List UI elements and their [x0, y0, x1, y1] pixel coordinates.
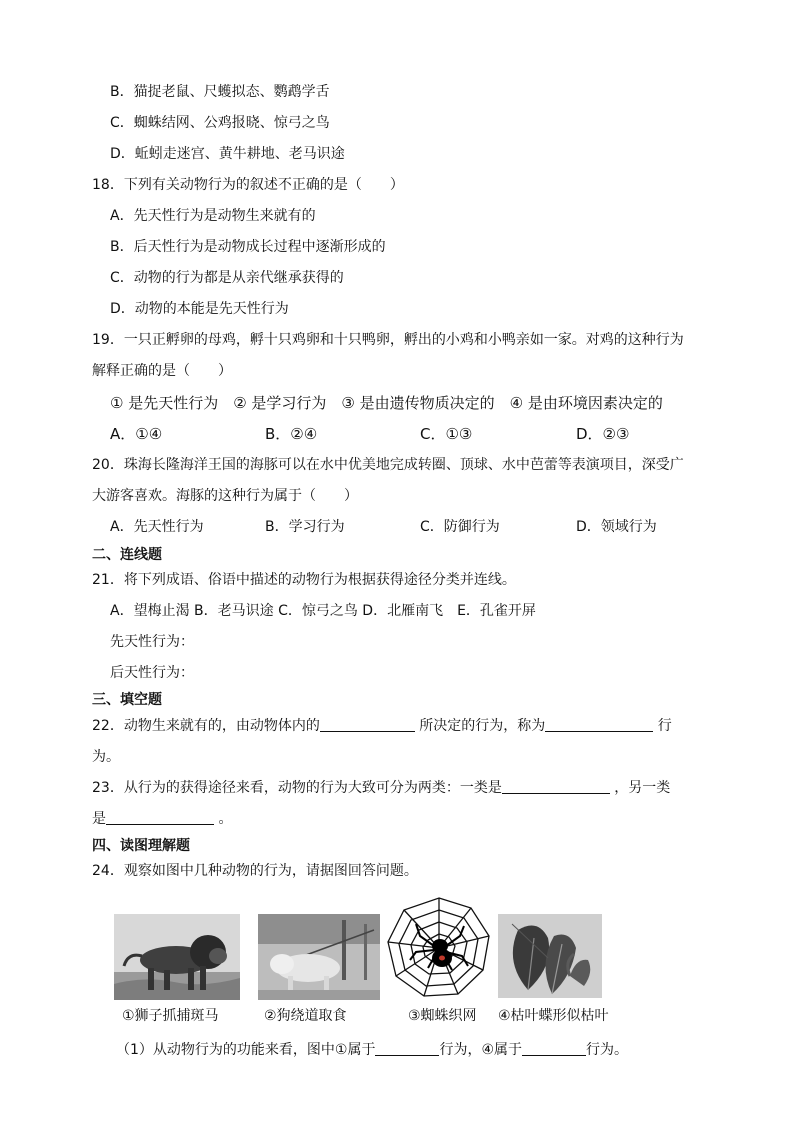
q19-option-a: A．①④ — [110, 425, 163, 443]
q24-sub1 — [116, 1040, 628, 1060]
q23-text-2: ，另一类 — [609, 780, 671, 796]
q18-option-c: C．动物的行为都是从亲代继承获得的 — [110, 270, 344, 286]
q21-stem: 21．将下列成语、俗语中描述的动物行为根据获得途径分类并连线。 — [92, 572, 516, 588]
q19-option-c: C．①③ — [420, 425, 473, 443]
q22-blank-2[interactable] — [545, 717, 653, 732]
q21-learned-label: 后天性行为： — [110, 665, 194, 681]
q22-line2: 为。 — [92, 749, 120, 765]
q23-text-3: 是 — [92, 811, 106, 827]
q21-innate-label: 先天性行为： — [110, 634, 194, 650]
q22-text-2: 所决定的行为，称为 — [414, 718, 546, 734]
lion-photo — [114, 914, 240, 1000]
q23-line2 — [92, 809, 232, 829]
q18-option-a: A．先天性行为是动物生来就有的 — [110, 208, 316, 224]
section-title-fill-blank: 三、填空题 — [92, 692, 162, 708]
caption-butterfly: ④枯叶蝶形似枯叶 — [498, 1008, 609, 1024]
spider-web-illustration — [384, 894, 494, 1002]
section-title-matching: 二、连线题 — [92, 547, 162, 563]
q19-statements: ① 是先天性行为 ② 是学习行为 ③ 是由遗传物质决定的 ④ 是由环境因素决定的 — [110, 394, 663, 412]
q20-option-a: A．先天性行为 — [110, 519, 204, 535]
caption-spider: ③蜘蛛织网 — [408, 1008, 477, 1024]
q17-option-d: D．蚯蚓走迷宫、黄牛耕地、老马识途 — [110, 146, 345, 162]
q24-sub1-text-1: （1）从动物行为的功能来看，图中①属于 — [116, 1042, 376, 1058]
section-title-reading: 四、读图理解题 — [92, 838, 190, 854]
q20-option-d: D．领域行为 — [576, 519, 657, 535]
q19-stem-line2: 解释正确的是（ ） — [92, 363, 232, 379]
q17-option-c: C．蜘蛛结网、公鸡报晓、惊弓之鸟 — [110, 115, 330, 131]
q19-stem-line1: 19．一只正孵卵的母鸡，孵十只鸡卵和十只鸭卵，孵出的小鸡和小鸭亲如一家。对鸡的这种行为 — [92, 332, 684, 348]
q23-blank-2[interactable] — [106, 810, 214, 825]
q20-option-b: B．学习行为 — [265, 519, 345, 535]
q19-option-d: D．②③ — [576, 425, 630, 443]
q22-text-1: 22．动物生来就有的，由动物体内的 — [92, 718, 320, 734]
leaf-butterfly-photo — [498, 914, 602, 998]
q20-stem-line2: 大游客喜欢。海豚的这种行为属于（ ） — [92, 488, 358, 504]
q21-items: A．望梅止渴 B．老马识途 C．惊弓之鸟 D．北雁南飞 E．孔雀开屏 — [110, 603, 536, 619]
q24-sub1-text-3: 行为。 — [586, 1042, 629, 1058]
caption-lion: ①狮子抓捕斑马 — [122, 1008, 219, 1024]
q23-text-1: 23．从行为的获得途径来看，动物的行为大致可分为两类：一类是 — [92, 780, 502, 796]
q17-option-b: B．猫捉老鼠、尺蠖拟态、鹦鹉学舌 — [110, 84, 330, 100]
q20-option-c: C．防御行为 — [420, 519, 500, 535]
q20-stem-line1: 20．珠海长隆海洋王国的海豚可以在水中优美地完成转圈、顶球、水中芭蕾等表演项目，深受广 — [92, 457, 684, 473]
q18-option-d: D．动物的本能是先天性行为 — [110, 301, 289, 317]
q18-option-b: B．后天性行为是动物成长过程中逐渐形成的 — [110, 239, 386, 255]
q24-sub1-text-2: 行为，④属于 — [439, 1042, 523, 1058]
dog-photo — [258, 914, 380, 1000]
q24-stem: 24．观察如图中几种动物的行为，请据图回答问题。 — [92, 863, 418, 879]
q24-blank-1[interactable] — [375, 1041, 439, 1056]
q22-text-3: 行 — [653, 718, 672, 734]
q19-option-b: B．②④ — [265, 425, 318, 443]
caption-dog: ②狗绕道取食 — [264, 1008, 347, 1024]
q24-blank-2[interactable] — [522, 1041, 586, 1056]
q22-blank-1[interactable] — [320, 717, 415, 732]
q18-stem: 18．下列有关动物行为的叙述不正确的是（ ） — [92, 177, 404, 193]
q23-line1 — [92, 778, 670, 798]
q22-line1 — [92, 716, 672, 736]
q23-blank-1[interactable] — [502, 779, 610, 794]
q23-text-4: 。 — [214, 811, 233, 827]
